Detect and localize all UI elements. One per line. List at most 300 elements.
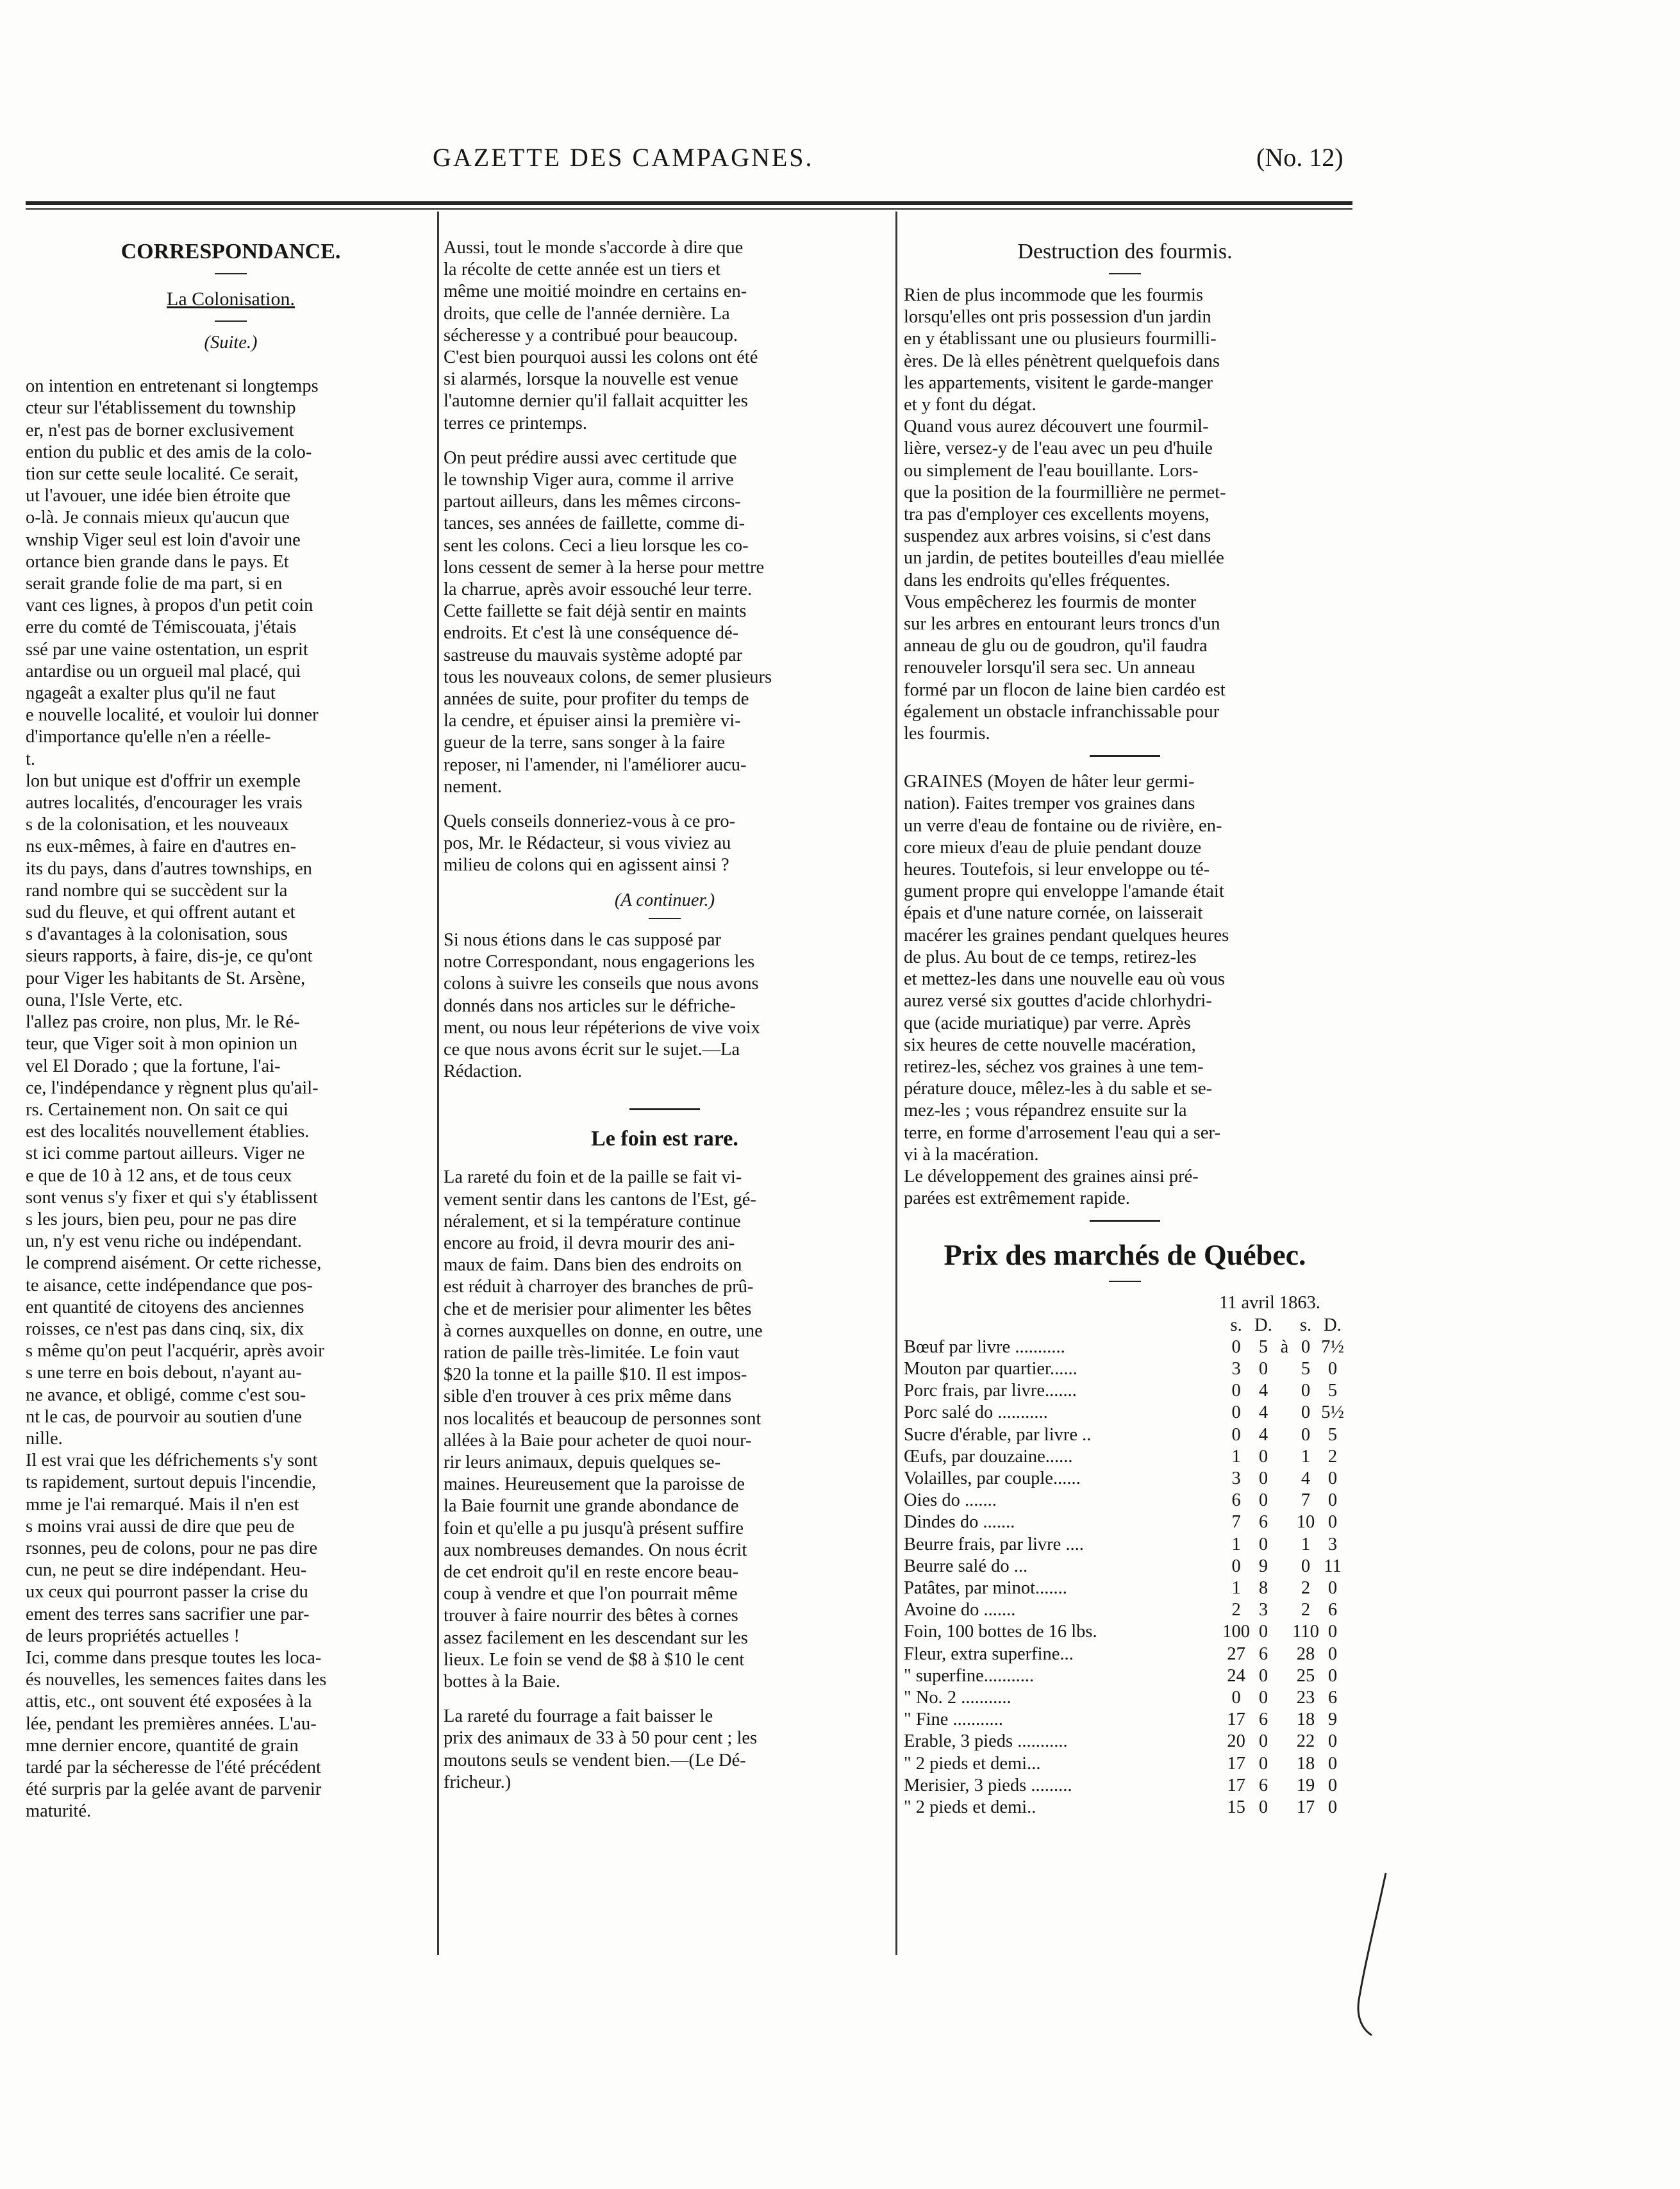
text-line: aurez versé six gouttes d'acide chlorhydri- [904, 991, 1212, 1011]
price-cell-s2: 28 [1296, 1644, 1315, 1664]
text-line: mez-les ; vous répandrez ensuite sur la [904, 1101, 1187, 1121]
text-line: de cet endroit qu'il en reste encore beau- [444, 1561, 739, 1582]
price-row [904, 1468, 1346, 1490]
text-line: terres ce printemps. [444, 413, 587, 433]
text-line: Quels conseils donneriez-vous à ce pro- [444, 812, 736, 832]
text-line: parées est extrêmement rapide. [904, 1188, 1130, 1209]
price-row [904, 1556, 1346, 1577]
suite-label: (Suite.) [204, 333, 258, 353]
price-cell-item: Volailles, par couple...... [904, 1468, 1081, 1488]
text-line: colons à suivre les conseils que nous avons [444, 974, 759, 994]
price-cell-d1: 0 [1258, 1358, 1268, 1379]
price-cell-d2: 0 [1327, 1775, 1338, 1795]
column-divider-left [437, 212, 439, 1955]
price-cell-s2: 1 [1301, 1446, 1311, 1467]
price-cell-s1: 7 [1231, 1512, 1241, 1533]
text-line: est réduit à charroyer des branches de prû- [444, 1277, 754, 1297]
price-cell-d1: 9 [1258, 1556, 1268, 1576]
text-line: Cette faillette se fait déjà sentir en maints [444, 601, 747, 622]
price-cell-item: Fleur, extra superfine... [904, 1644, 1074, 1664]
paragraph [444, 237, 886, 435]
price-row [904, 1402, 1346, 1424]
price-cell-d1: 5 [1258, 1336, 1268, 1357]
price-cell-d1: 8 [1258, 1577, 1268, 1598]
price-cell-d2: 5 [1327, 1381, 1338, 1401]
column-middle [444, 237, 886, 1794]
text-line: les fourmis. [904, 724, 990, 744]
price-cell-m [1277, 1621, 1292, 1643]
article-title-fourmis: Destruction des fourmis. [1017, 240, 1233, 263]
article-title-foin: Le foin est rare. [591, 1127, 738, 1151]
price-cell-m [1277, 1753, 1292, 1775]
paragraph [444, 447, 886, 798]
text-line: bottes à la Baie. [444, 1671, 561, 1692]
text-line: été surpris par la gelée avant de parvenir [26, 1779, 322, 1800]
price-cell-d1: 0 [1258, 1665, 1268, 1686]
text-line: ux ceux qui pourront passer la crise du [26, 1582, 308, 1602]
price-cell-d2: 5 [1327, 1424, 1338, 1445]
price-cell-m [1277, 1424, 1292, 1446]
price-row [904, 1358, 1346, 1380]
text-line: le township Viger aura, comme il arrive [444, 470, 734, 490]
text-line: lieux. Le foin se vend de $8 à $10 le cent [444, 1649, 745, 1670]
text-line: nement. [444, 776, 503, 797]
text-line: un, n'y est venu riche ou indépendant. [26, 1231, 302, 1252]
separator [649, 918, 681, 919]
text-line: its du pays, dans d'autres townships, en [26, 858, 312, 879]
price-cell-d1: 0 [1258, 1687, 1268, 1708]
price-cell-d1: 4 [1258, 1381, 1268, 1401]
price-row [904, 1490, 1346, 1511]
price-cell-s2: 18 [1296, 1753, 1315, 1774]
text-line: si alarmés, lorsque la nouvelle est venue [444, 369, 738, 390]
price-cell-s1: 15 [1227, 1797, 1245, 1817]
text-line: Le développement des graines ainsi pré- [904, 1166, 1199, 1186]
price-row [904, 1753, 1346, 1775]
price-cell-m [1277, 1709, 1292, 1731]
text-line: lière, versez-y de l'eau avec un peu d'huile [904, 438, 1213, 459]
text-line: endroits. Et c'est là une conséquence dé- [444, 623, 739, 644]
price-cell-d1: 4 [1258, 1402, 1268, 1423]
price-cell-s1: 17 [1227, 1710, 1245, 1730]
unit-s: s. [1230, 1315, 1242, 1335]
price-cell-d2: 0 [1327, 1512, 1338, 1533]
text-line: suspendez aux arbres voisins, si c'est dans [904, 526, 1211, 547]
text-line: ou simplement de l'eau bouillante. Lors- [904, 460, 1199, 481]
price-cell-m [1277, 1731, 1292, 1752]
price-cell-d2: 0 [1327, 1358, 1338, 1379]
price-row [904, 1380, 1346, 1402]
text-line: rsonnes, peu de colons, pour ne pas dire [26, 1538, 318, 1558]
text-line: tances, ses années de faillette, comme di- [444, 513, 745, 534]
price-cell-d2: 6 [1327, 1687, 1338, 1708]
separator [215, 320, 247, 322]
text-line: aux nombreuses demandes. On nous écrit [444, 1540, 747, 1560]
price-cell-d2: 0 [1327, 1644, 1338, 1664]
price-row [904, 1644, 1346, 1665]
separator [1090, 1220, 1160, 1222]
price-table [904, 1315, 1346, 1819]
price-cell-d1: 0 [1258, 1622, 1268, 1642]
text-line: est des localités nouvellement établies. [26, 1122, 310, 1142]
text-line: de leurs propriétés actuelles ! [26, 1626, 240, 1646]
text-line: lons cessent de semer à la herse pour mettre [444, 557, 765, 578]
price-cell-m [1277, 1402, 1292, 1424]
price-cell-m [1277, 1687, 1292, 1709]
price-cell-item: " 2 pieds et demi.. [904, 1797, 1036, 1817]
text-line: et mettez-les dans une nouvelle eau où vous [904, 969, 1225, 990]
price-cell-s1: 1 [1231, 1534, 1241, 1554]
text-line: core mieux d'eau de pluie pendant douze [904, 837, 1202, 858]
text-line: un verre d'eau de fontaine ou de rivière, en- [904, 815, 1222, 836]
price-cell-s1: 27 [1227, 1644, 1245, 1664]
price-cell-d1: 0 [1258, 1731, 1268, 1752]
price-row [904, 1687, 1346, 1709]
text-line: roisses, ce n'est pas dans cinq, six, dix [26, 1319, 304, 1339]
price-cell-s1: 3 [1231, 1468, 1241, 1488]
price-cell-s1: 2 [1231, 1600, 1241, 1620]
text-line: Rédaction. [444, 1061, 522, 1082]
text-line: nation). Faites tremper vos graines dans [904, 794, 1195, 814]
price-cell-s2: 2 [1301, 1577, 1311, 1598]
price-cell-d2: 6 [1327, 1600, 1338, 1620]
text-line: maux de faim. Dans bien des endroits on [444, 1255, 742, 1276]
newspaper-title: GAZETTE DES CAMPAGNES. [433, 143, 814, 172]
text-line: vement sentir dans les cantons de l'Est, gé- [444, 1189, 756, 1210]
price-table-header [904, 1315, 1346, 1336]
page-header [26, 142, 1372, 181]
price-cell-s2: 22 [1296, 1731, 1315, 1752]
text-line: épais et d'une nature cornée, on laisserait [904, 903, 1203, 924]
price-cell-m [1277, 1556, 1292, 1577]
separator [629, 1108, 700, 1110]
text-line: trouver à faire nourrir des bêtes à cornes [444, 1606, 738, 1626]
price-cell-s2: 10 [1296, 1512, 1315, 1533]
price-cell-item: Mouton par quartier...... [904, 1358, 1077, 1379]
text-line: pos, Mr. le Rédacteur, si vous viviez au [444, 833, 731, 854]
text-line: $20 la tonne et la paille $10. Il est impos- [444, 1365, 747, 1385]
price-row [904, 1424, 1346, 1446]
price-cell-item: Foin, 100 bottes de 16 lbs. [904, 1622, 1097, 1642]
price-cell-item: " Fine ........... [904, 1710, 1003, 1730]
text-line: La rareté du fourrage a fait baisser le [444, 1706, 713, 1727]
column-correspondance [26, 237, 436, 1823]
text-line: Ici, comme dans presque toutes les loca- [26, 1647, 322, 1668]
price-cell-item: Patâtes, par minot....... [904, 1577, 1067, 1598]
price-cell-d1: 6 [1258, 1710, 1268, 1730]
text-line: che et de merisier pour alimenter les bêtes [444, 1299, 752, 1319]
text-line: également un obstacle infranchissable pour [904, 701, 1220, 722]
price-cell-m [1277, 1468, 1292, 1490]
price-cell-s1: 0 [1231, 1687, 1241, 1708]
price-cell-item: Beurre salé do ... [904, 1556, 1028, 1576]
text-line: les appartements, visitent le garde-manger [904, 372, 1213, 393]
text-line: Rien de plus incommode que les fourmis [904, 285, 1204, 305]
separator [1109, 1281, 1141, 1282]
text-line: erre du comté de Témiscouata, j'étais [26, 617, 297, 638]
price-cell-item: Porc frais, par livre....... [904, 1381, 1077, 1401]
price-cell-d2: 3 [1327, 1534, 1338, 1554]
text-line: C'est bien pourquoi aussi les colons ont été [444, 347, 758, 368]
editorial-note [444, 929, 886, 1083]
price-table-body [904, 1336, 1346, 1819]
price-cell-m [1277, 1797, 1292, 1819]
price-cell-d1: 6 [1258, 1644, 1268, 1664]
price-cell-d2: 0 [1327, 1490, 1338, 1511]
text-line: maines. Heureusement que la paroisse de [444, 1474, 745, 1495]
paragraph [444, 811, 886, 877]
text-line: sent les colons. Ceci a lieu lorsque les co- [444, 535, 749, 556]
text-line: gueur de la terre, sans songer à la faire [444, 733, 726, 753]
price-cell-m [1277, 1644, 1292, 1665]
text-line: même une moitié moindre en certains en- [444, 281, 747, 302]
text-line: ns eux-mêmes, à faire en d'autres en- [26, 836, 297, 857]
text-line: nille. [26, 1428, 63, 1449]
price-row [904, 1511, 1346, 1533]
text-line: l'allez pas croire, non plus, Mr. le Ré- [26, 1012, 300, 1033]
price-cell-item: Oies do ....... [904, 1490, 997, 1511]
text-line: anneau de glu ou de goudron, qu'il faudra [904, 636, 1208, 656]
price-cell-s1: 20 [1227, 1731, 1245, 1752]
price-cell-d2: 0 [1327, 1753, 1338, 1774]
text-line: années de suite, pour profiter du temps de [444, 689, 749, 710]
price-cell-m: à [1280, 1336, 1289, 1357]
price-cell-s2: 4 [1301, 1468, 1311, 1488]
paragraph [444, 1167, 886, 1693]
text-line: allées à la Baie pour acheter de quoi nour- [444, 1430, 752, 1451]
text-line: tardé par la sécheresse de l'été précédent [26, 1758, 321, 1777]
price-cell-m [1277, 1577, 1292, 1599]
text-line: és nouvelles, les semences faites dans les [26, 1670, 327, 1690]
text-line: pour Viger les habitants de St. Arsène, [26, 968, 306, 988]
price-cell-item: Bœuf par livre ........... [904, 1336, 1065, 1357]
text-line: rs. Certainement non. On sait ce qui [26, 1099, 288, 1120]
price-cell-s2: 0 [1301, 1381, 1311, 1401]
text-line: dans les endroits qu'elles fréquentes. [904, 570, 1170, 590]
price-cell-s1: 1 [1231, 1577, 1241, 1598]
text-line: ortance bien grande dans le pays. Et [26, 551, 289, 572]
article-body-colonisation [26, 376, 436, 1822]
text-line: la charrue, après avoir essouché leur terre. [444, 579, 753, 600]
text-line: un jardin, de petites bouteilles d'eau miellée [904, 548, 1224, 569]
price-cell-d2: 0 [1327, 1622, 1338, 1642]
text-line: attis, etc., ont souvent été exposées à la [26, 1692, 312, 1712]
price-row [904, 1731, 1346, 1752]
price-cell-m [1277, 1446, 1292, 1468]
text-line: teur, que Viger soit à mon opinion un [26, 1034, 298, 1054]
text-line: wnship Viger seul est loin d'avoir une [26, 529, 301, 550]
text-line: la récolte de cette année est un tiers et [444, 260, 721, 280]
price-cell-d1: 6 [1258, 1775, 1268, 1795]
text-line: s d'avantages à la colonisation, sous [26, 924, 288, 945]
price-cell-s2: 0 [1301, 1556, 1311, 1576]
text-line: tion sur cette seule localité. Ce serait, [26, 464, 299, 485]
price-cell-m [1277, 1358, 1292, 1380]
text-line: ration de paille très-limitée. Le foin vaut [444, 1342, 740, 1363]
price-cell-d2: 0 [1327, 1731, 1338, 1752]
price-row [904, 1709, 1346, 1731]
text-line: ssé par une vaine ostentation, un esprit [26, 639, 308, 660]
price-cell-s1: 0 [1231, 1381, 1241, 1401]
text-line: ts rapidement, surtout depuis l'incendie, [26, 1472, 317, 1493]
text-line: encore au froid, il devra mourir des ani- [444, 1233, 735, 1253]
price-cell-d2: 7½ [1321, 1336, 1344, 1357]
section-heading-correspondance: CORRESPONDANCE. [121, 240, 341, 263]
text-line: nos localités et beaucoup de personnes sont [444, 1408, 761, 1429]
price-cell-d1: 4 [1258, 1424, 1268, 1445]
price-cell-m [1277, 1599, 1292, 1621]
price-cell-d1: 6 [1258, 1512, 1268, 1533]
paragraph [904, 416, 1346, 592]
text-line: s même qu'on peut l'acquérir, après avoir [26, 1341, 324, 1361]
text-line: que la position de la fourmillière ne permet- [904, 482, 1226, 503]
price-cell-s1: 0 [1231, 1424, 1241, 1445]
price-cell-s2: 7 [1301, 1490, 1311, 1511]
text-line: s moins vrai aussi de dire que peu de [26, 1516, 295, 1536]
paragraph [904, 1166, 1346, 1210]
price-cell-s1: 3 [1231, 1358, 1241, 1379]
column-right [904, 237, 1346, 1819]
text-line: Si nous étions dans le cas supposé par [444, 929, 721, 950]
text-line: sieurs rapports, à faire, dis-je, ce qu'ont [26, 946, 313, 967]
unit-d: D. [1324, 1315, 1342, 1335]
text-line: fricheur.) [444, 1772, 511, 1792]
text-line: cteur sur l'établissement du township [26, 398, 296, 419]
price-cell-d2: 5½ [1321, 1402, 1344, 1423]
price-cell-d1: 0 [1258, 1797, 1268, 1817]
text-line: donnés dans nos articles sur le défriche- [444, 995, 736, 1016]
price-cell-s1: 1 [1231, 1446, 1241, 1467]
price-row [904, 1336, 1346, 1358]
text-line: nt le cas, de pourvoir au soutien d'une [26, 1406, 302, 1427]
price-row [904, 1446, 1346, 1468]
price-cell-d1: 0 [1258, 1490, 1268, 1511]
price-row [904, 1665, 1346, 1687]
text-line: et y font du dégat. [904, 395, 1036, 415]
paragraph [904, 285, 1346, 416]
paragraph [904, 592, 1346, 745]
separator [215, 273, 247, 274]
paragraph [444, 1706, 886, 1794]
pen-mark-icon [1352, 1872, 1391, 2038]
price-cell-s1: 17 [1227, 1753, 1245, 1774]
text-line: sont venus s'y fixer et qui s'y établissent [26, 1187, 318, 1208]
text-line: gument propre qui enveloppe l'amande était [904, 881, 1224, 902]
text-line: sécheresse y a contribué pour beaucoup. [444, 325, 738, 345]
text-line: macérer les graines pendant quelques heures [904, 925, 1229, 945]
text-line: lorsqu'elles ont pris possession d'un jardin [904, 307, 1211, 328]
text-line: vel El Dorado ; que la fortune, l'ai- [26, 1056, 281, 1076]
text-line: heures. Toutefois, si leur enveloppe ou té- [904, 860, 1210, 880]
price-cell-item: Dindes do ....... [904, 1512, 1015, 1533]
price-cell-d2: 0 [1327, 1468, 1338, 1488]
text-line: autres localités, d'encourager les vrais [26, 793, 303, 813]
price-cell-s2: 25 [1296, 1665, 1315, 1686]
price-cell-d1: 0 [1258, 1446, 1268, 1467]
price-cell-s1: 0 [1231, 1556, 1241, 1576]
text-line: ention du public et des amis de la colo- [26, 442, 312, 462]
price-cell-s2: 5 [1301, 1358, 1311, 1379]
price-cell-d1: 0 [1258, 1753, 1268, 1774]
price-cell-item: Avoine do ....... [904, 1600, 1016, 1620]
text-line: assez facilement en les descendant sur les [444, 1627, 748, 1648]
text-line: le comprend aisément. Or cette richesse, [26, 1253, 322, 1274]
text-line: maturité. [26, 1801, 92, 1822]
text-line: renouveler lorsqu'il sera sec. Un anneau [904, 658, 1195, 678]
price-cell-s1: 0 [1231, 1336, 1241, 1357]
text-line: en y établissant une ou plusieurs fourmilli- [904, 329, 1217, 349]
column-divider-right [895, 212, 897, 1955]
text-line: ères. De là elles pénètrent quelquefois dans [904, 351, 1220, 371]
text-line: six heures de cette nouvelle macération, [904, 1035, 1196, 1055]
price-cell-d2: 2 [1327, 1446, 1338, 1467]
price-cell-s2: 0 [1301, 1336, 1311, 1357]
text-line: à cornes auxquelles on donne, en outre, une [444, 1320, 763, 1341]
price-cell-item: " 2 pieds et demi... [904, 1753, 1041, 1774]
header-rule-thick [26, 201, 1352, 205]
text-line: s une terre en bois debout, n'ayant au- [26, 1363, 302, 1383]
text-line: serait grande folie de ma part, si en [26, 574, 283, 594]
text-line: vant ces lignes, à propos d'un petit coin [26, 595, 313, 616]
text-line: partout ailleurs, dans les mêmes circons- [444, 492, 741, 512]
price-cell-m [1277, 1534, 1292, 1556]
text-line: sur les arbres en entourant leurs troncs d'un [904, 614, 1220, 635]
text-line: On peut prédire aussi avec certitude que [444, 447, 737, 468]
separator [1109, 273, 1141, 274]
price-cell-s1: 0 [1231, 1402, 1241, 1423]
text-line: antardise ou un orgueil mal placé, qui [26, 661, 301, 681]
price-cell-item: Sucre d'érable, par livre .. [904, 1424, 1092, 1445]
text-line: ut l'avouer, une idée bien étroite que [26, 486, 291, 506]
price-cell-s2: 2 [1301, 1600, 1311, 1620]
text-line: lée, pendant les premières années. L'au- [26, 1713, 317, 1734]
text-line: Aussi, tout le monde s'accorde à dire que [444, 238, 744, 258]
price-row [904, 1621, 1346, 1643]
text-line: terre, en forme d'arrosement l'eau qui a ser- [904, 1122, 1220, 1143]
article-title-colonisation: La Colonisation. [167, 288, 295, 310]
text-line: de plus. Au bout de ce temps, retirez-les [904, 947, 1197, 967]
price-date: 11 avril 1863. [1218, 1293, 1320, 1313]
text-line: e nouvelle localité, et vouloir lui donner [26, 705, 319, 726]
text-line: d'importance qu'elle n'en a réelle- [26, 727, 271, 747]
text-line: e que de 10 à 12 ans, et de tous ceux [26, 1165, 292, 1186]
price-cell-d2: 0 [1327, 1577, 1338, 1598]
price-cell-item: " No. 2 ........... [904, 1687, 1011, 1708]
text-line: cun, ne peut se dire indépendant. Heu- [26, 1560, 307, 1581]
price-cell-item: Porc salé do ........... [904, 1402, 1048, 1423]
paragraph-graines [904, 771, 1346, 1166]
text-line: ce, l'indépendance y règnent plus qu'ail- [26, 1078, 319, 1098]
text-line: tous les nouveaux colons, de semer plusieurs [444, 667, 772, 687]
price-cell-item: " superfine........... [904, 1665, 1035, 1686]
price-cell-d1: 0 [1258, 1468, 1268, 1488]
text-line: st ici comme partout ailleurs. Viger ne [26, 1144, 305, 1164]
price-cell-s1: 17 [1227, 1775, 1245, 1795]
text-line: t. [26, 749, 36, 769]
text-line: tra pas d'employer ces excellents moyens, [904, 504, 1210, 525]
price-cell-item: Merisier, 3 pieds ......... [904, 1775, 1072, 1795]
text-line: Quand vous aurez découvert une fourmil- [904, 417, 1209, 437]
price-row [904, 1797, 1346, 1819]
text-line: Il est vrai que les défrichements s'y sont [26, 1451, 318, 1471]
text-line: moutons seuls se vendent bien.—(Le Dé- [444, 1750, 746, 1770]
unit-s: s. [1299, 1315, 1312, 1335]
text-line: coup à vendre et que l'on pourrait même [444, 1584, 738, 1604]
text-line: reposer, ni l'amender, ni l'améliorer aucu- [444, 754, 747, 775]
text-line: sastreuse du mauvais système adopté par [444, 645, 743, 665]
text-line: prix des animaux de 33 à 50 pour cent ; les [444, 1728, 758, 1749]
price-cell-s2: 19 [1296, 1775, 1315, 1795]
